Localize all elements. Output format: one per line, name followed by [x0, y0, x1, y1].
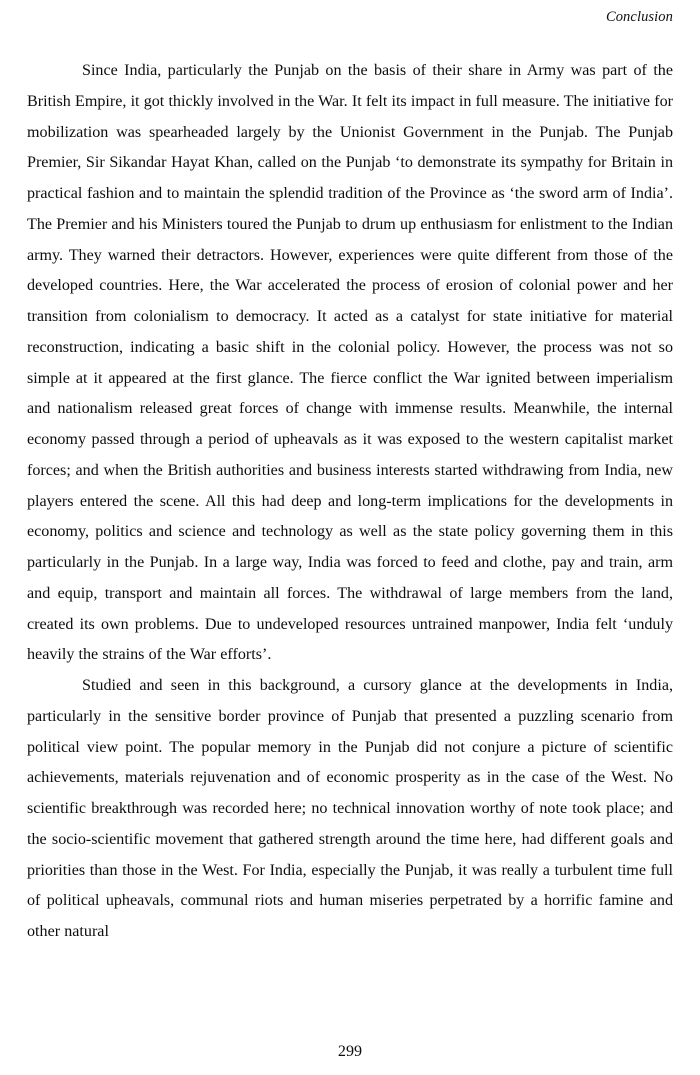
body-paragraph-1: Since India, particularly the Punjab on the basis of their share in Army was part of the British Empire, it got thickly involved in the War. It felt its impact in full measure. The initiative for mobilization was spearheaded largely by the Unionist Government in the Punjab. The Punjab Premier, Sir Sikandar Hayat Khan, called on the Punjab ‘to demonstrate its sympathy for Britain in practical fashion and to maintain the splendid tradition of the Province as ‘the sword arm of India’. The Premier and his Ministers toured the Punjab to drum up enthusiasm for enlistment to the Indian army. They warned their detractors. However, experiences were quite different from those of the developed countries. Here, the War accelerated the process of erosion of colonial power and her transition from colonialism to democracy. It acted as a catalyst for state initiative for material reconstruction, indicating a basic shift in the colonial policy. However, the process was not so simple at it appeared at the first glance. The fierce conflict the War ignited between imperialism and nationalism released great forces of change with immense results. Meanwhile, the internal economy passed through a period of upheavals as it was exposed to the western capitalist market forces; and when the British authorities and business interests started withdrawing from India, new players entered the scene. All this had deep and long-term implications for the developments in economy, politics and science and technology as well as the state policy governing them in this particularly in the Punjab. In a large way, India was forced to feed and clothe, pay and train, arm and equip, transport and maintain all forces. The withdrawal of large members from the land, created its own problems. Due to undeveloped resources untrained manpower, India felt ‘unduly heavily the strains of the War efforts’.	[27, 62, 673, 664]
body-paragraph-2: Studied and seen in this background, a cursory glance at the developments in India, particularly in the sensitive border province of Punjab that presented a puzzling scenario from political view point. The popular memory in the Punjab did not conjure a picture of scientific achievements, materials rejuvenation and of economic prosperity as in the case of the West. No scientific breakthrough was recorded here; no technical innovation worthy of note took place; and the socio-scientific movement that gathered strength around the time here, had different goals and priorities than those in the West. For India, especially the Punjab, it was really a turbulent time full of political upheavals, communal riots and human miseries perpetrated by a horrific famine and other natural	[27, 677, 673, 940]
page-number: 299	[337, 1043, 363, 1060]
body-text-block	[27, 56, 673, 948]
running-head-conclusion: Conclusion	[605, 9, 673, 25]
